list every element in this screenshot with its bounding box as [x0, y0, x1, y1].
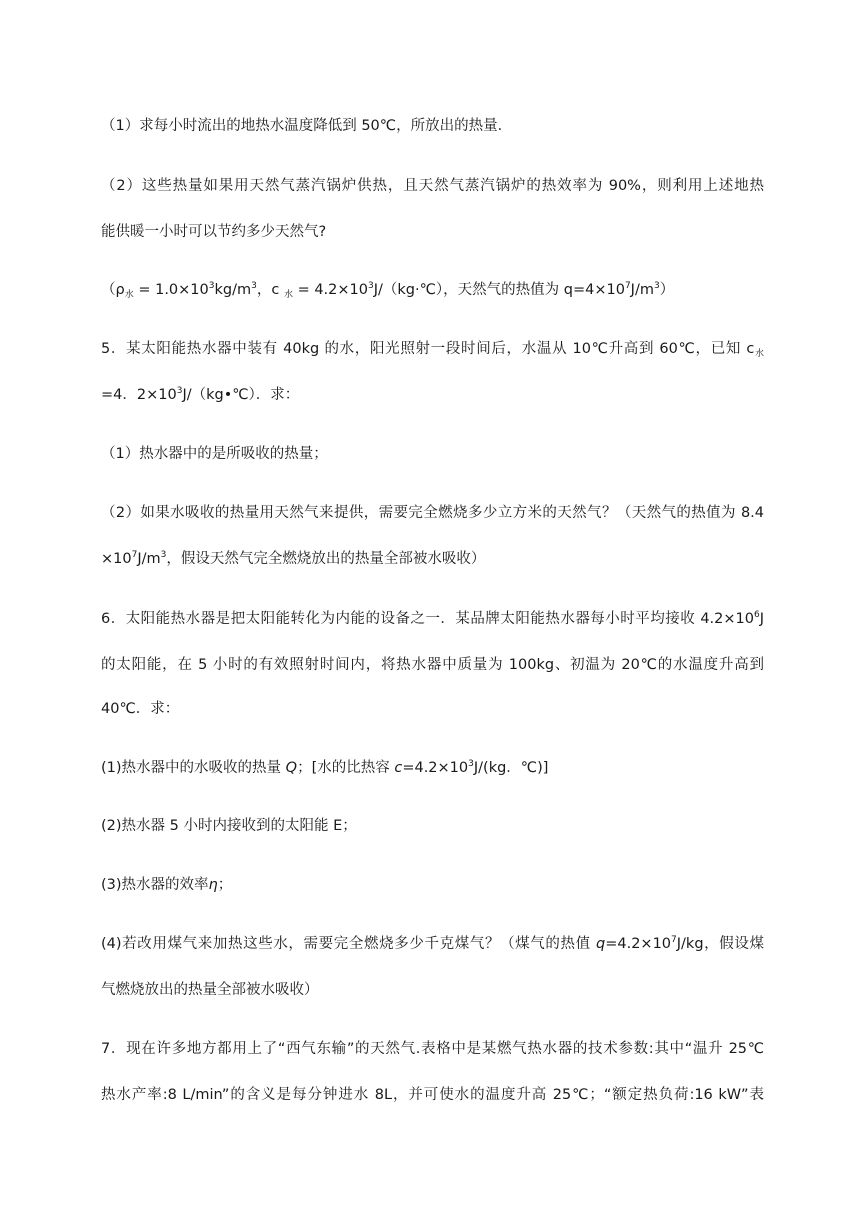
- q4-part1: （1）求每小时流出的地热水温度降低到 50℃，所放出的热量．: [101, 118, 513, 134]
- q6-part1: (1)热水器中的水吸收的热量 Q；[水的比热容 $c=4.2\times 10^3J/(kg$．℃)]: [101, 759, 549, 776]
- q6-stem-line2: 的太阳能，在 5 小时的有效照射时间内，将热水器中质量为 100kg、初温为 20℃的水温度升高到: [101, 657, 764, 673]
- q6-stem-line3: 40℃．求：: [101, 701, 180, 717]
- q7-stem-line2: 热水产率:8 L/min”的含义是每分钟进水 8L，并可使水的温度升高 25℃；“额定热负荷:16 kW”表: [101, 1087, 764, 1103]
- q5-part2-line2: $\times 10^7J/m^3$，假设天然气完全燃烧放出的热量全部被水吸收）: [101, 550, 486, 567]
- q4-part2-line1: （2）这些热量如果用天然气蒸汽锅炉供热，且天然气蒸汽锅炉的热效率为 90%，则利用上述地热: [101, 178, 764, 194]
- q6-part3: (3)热水器的效率η；: [101, 877, 233, 893]
- q5-part2-line1: （2）如果水吸收的热量用天然气来提供，需要完全燃烧多少立方米的天然气？（天然气的热值为 8.4: [101, 505, 764, 521]
- q5-stem-line2: =4．$2\times 10^3J/(kg•℃)$．求：: [101, 386, 300, 403]
- q7-stem-line1: 7．现在许多地方都用上了“西气东输”的天然气.表格中是某燃气热水器的技术参数:其中“温升 25℃: [101, 1041, 764, 1057]
- q6-part2: (2)热水器 5 小时内接收到的太阳能 E；: [101, 818, 357, 834]
- q6-part4-line2: 气燃烧放出的热量全部被水吸收）: [101, 982, 319, 998]
- q5-part1: （1）热水器中的是所吸收的热量；: [101, 446, 328, 462]
- q5-stem-line1: 5．某太阳能热水器中装有 40kg 的水，阳光照射一段时间后，水温从 10℃升高到 60℃，已知 $c_水$: [101, 341, 764, 359]
- q4-given-values: （$\rho_水 = 1.0\times 10^3kg/m^3$，c $_水 = 4.2\times 10^3J/(kg\cdot℃)$，天然气的热值为 $q=4\times 10^7J/m^3$）: [101, 281, 675, 300]
- q4-part2-line2: 能供暖一小时可以节约多少天然气?: [101, 224, 327, 240]
- q6-part4-line1: (4)若改用煤气来加热这些水，需要完全燃烧多少千克煤气？（煤气的热值 $q=4.2\times 10^7J/kg$，假设煤: [101, 935, 764, 952]
- q6-stem-line1: 6．太阳能热水器是把太阳能转化为内能的设备之一．某品牌太阳能热水器每小时平均接收 $4.2\times 10^6J$: [101, 610, 764, 627]
